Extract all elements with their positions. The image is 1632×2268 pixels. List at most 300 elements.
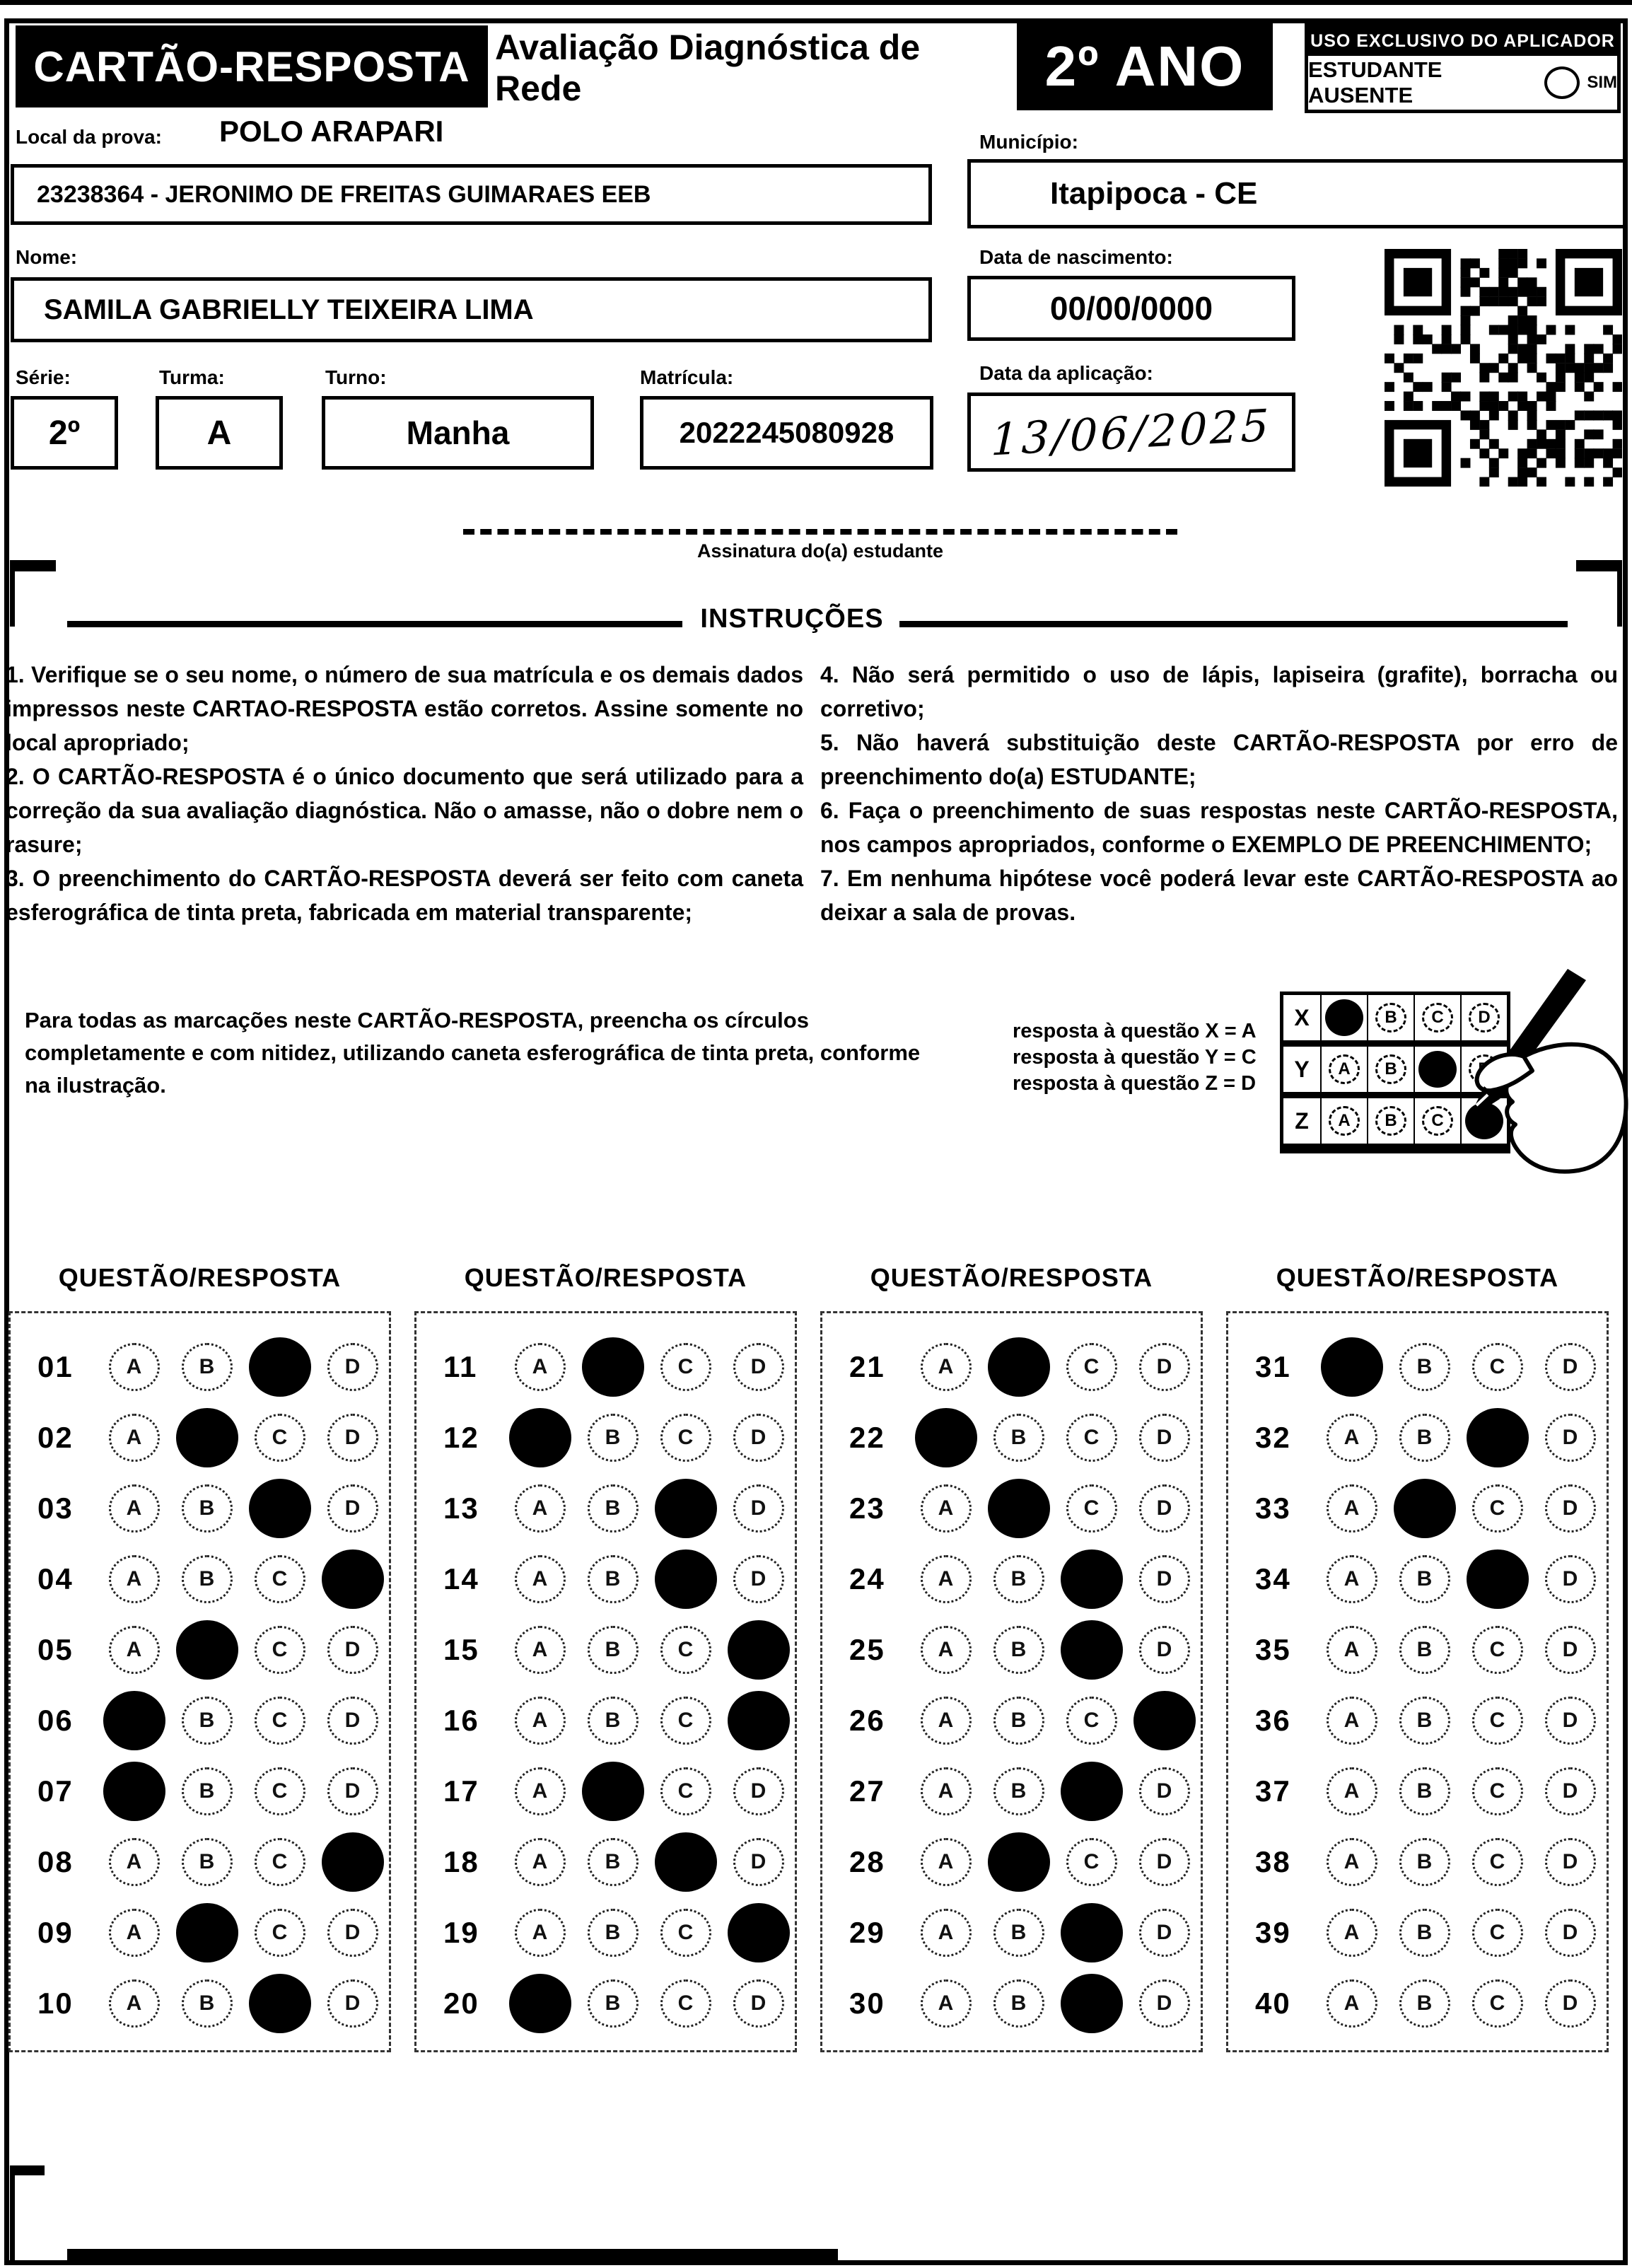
answer-bubble-16-d[interactable] — [728, 1691, 790, 1750]
answer-bubble-20-a[interactable] — [509, 1974, 571, 2033]
answer-row — [416, 1402, 795, 1473]
applicator-box-title: USO EXCLUSIVO DO APLICADOR — [1308, 26, 1617, 56]
answer-bubble-slot — [1055, 1343, 1128, 1391]
answer-bubble-25-c[interactable] — [1061, 1620, 1123, 1680]
answer-bubble-16-c[interactable]: C — [660, 1697, 711, 1745]
answer-bubble-37-c[interactable]: C — [1472, 1767, 1523, 1815]
answer-bubble-17-a[interactable]: A — [515, 1767, 566, 1815]
example-row-label: Y — [1294, 1056, 1310, 1082]
answer-bubble-32-c[interactable] — [1467, 1408, 1529, 1467]
answer-bubble-17-b[interactable] — [582, 1762, 644, 1821]
answer-bubble-slot — [649, 1697, 722, 1745]
answer-bubble-39-b[interactable]: B — [1399, 1909, 1450, 1957]
answer-bubble-slot — [170, 1484, 243, 1533]
answer-bubble-32-b[interactable]: B — [1399, 1414, 1450, 1462]
answer-bubble-slot — [98, 1414, 170, 1462]
answer-bubble-23-d[interactable]: D — [1139, 1484, 1190, 1533]
absent-bubble[interactable] — [1544, 66, 1580, 99]
answer-bubble-04-b[interactable]: B — [182, 1555, 233, 1603]
question-number: 08 — [37, 1845, 74, 1878]
answer-row — [416, 1473, 795, 1544]
answer-bubble-38-c[interactable]: C — [1472, 1838, 1523, 1886]
answer-bubble-11-c[interactable]: C — [660, 1343, 711, 1391]
answer-bubble-01-b[interactable]: B — [182, 1343, 233, 1391]
answer-bubble-37-b[interactable]: B — [1399, 1767, 1450, 1815]
answer-bubble-slot — [576, 1484, 649, 1533]
answer-bubble-slot — [1388, 1555, 1461, 1603]
turma-field: A — [156, 396, 283, 470]
answer-bubble-28-d[interactable]: D — [1139, 1838, 1190, 1886]
answer-bubble-39-a[interactable]: A — [1327, 1909, 1377, 1957]
answer-bubble-06-b[interactable]: B — [182, 1697, 233, 1745]
answer-bubble-28-a[interactable]: A — [921, 1838, 972, 1886]
answer-row — [822, 1473, 1201, 1544]
answer-bubble-slot — [170, 1838, 243, 1886]
answer-bubble-02-a[interactable]: A — [109, 1414, 160, 1462]
answer-bubble-12-b[interactable]: B — [588, 1414, 639, 1462]
example-bubble-c: C — [1422, 1003, 1453, 1033]
answer-bubble-11-a[interactable]: A — [515, 1343, 566, 1391]
answer-bubble-10-b[interactable]: B — [182, 1979, 233, 2028]
answer-bubble-15-a[interactable]: A — [515, 1626, 566, 1674]
answer-bubble-slot — [649, 1832, 722, 1892]
answer-bubble-05-b[interactable] — [176, 1620, 238, 1680]
answer-bubble-21-b[interactable] — [988, 1337, 1050, 1397]
answer-bubble-07-c[interactable]: C — [255, 1767, 305, 1815]
answer-bubble-02-d[interactable]: D — [327, 1414, 378, 1462]
answer-bubble-slot — [316, 1626, 389, 1674]
answer-bubble-03-c[interactable] — [249, 1479, 311, 1538]
answer-bubble-slot — [170, 1979, 243, 2028]
example-legend-line: resposta à questão X = A — [1013, 1020, 1257, 1042]
school-field: 23238364 - JERONIMO DE FREITAS GUIMARAES EEB — [11, 164, 932, 225]
answer-bubble-15-c[interactable]: C — [660, 1626, 711, 1674]
instructions-column-right — [820, 658, 1618, 929]
answer-bubble-28-c[interactable]: C — [1066, 1838, 1117, 1886]
answer-bubble-10-a[interactable]: A — [109, 1979, 160, 2028]
answer-bubble-12-a[interactable] — [509, 1408, 571, 1467]
answer-bubble-slot — [170, 1555, 243, 1603]
answer-bubble-slot — [722, 1555, 795, 1603]
answer-bubble-17-c[interactable]: C — [660, 1767, 711, 1815]
answer-bubble-26-d[interactable] — [1133, 1691, 1196, 1750]
answer-bubble-29-b[interactable]: B — [993, 1909, 1044, 1957]
answer-bubble-26-a[interactable]: A — [921, 1697, 972, 1745]
answer-bubble-20-d[interactable]: D — [733, 1979, 784, 2028]
answer-bubble-15-d[interactable] — [728, 1620, 790, 1680]
answer-bubble-20-c[interactable]: C — [660, 1979, 711, 2028]
example-bubble-b: B — [1375, 1106, 1406, 1136]
answer-row — [822, 1544, 1201, 1615]
answer-bubble-18-a[interactable]: A — [515, 1838, 566, 1886]
answer-bubble-24-c[interactable] — [1061, 1549, 1123, 1609]
answer-bubble-08-a[interactable]: A — [109, 1838, 160, 1886]
answer-bubble-slot — [982, 1697, 1055, 1745]
question-number: 29 — [849, 1916, 885, 1949]
answer-bubble-slot — [576, 1979, 649, 2028]
answer-bubble-35-a[interactable]: A — [1327, 1626, 1377, 1674]
answer-row — [416, 1615, 795, 1685]
answer-bubble-slot — [1461, 1909, 1534, 1957]
answer-bubble-36-d[interactable]: D — [1545, 1697, 1596, 1745]
answer-bubble-31-b[interactable]: B — [1399, 1343, 1450, 1391]
answer-bubble-29-c[interactable] — [1061, 1903, 1123, 1962]
answer-bubble-20-b[interactable]: B — [588, 1979, 639, 2028]
answer-bubble-slot — [1128, 1343, 1201, 1391]
answer-bubble-30-a[interactable]: A — [921, 1979, 972, 2028]
answer-bubble-slot — [243, 1414, 316, 1462]
answer-bubble-13-c[interactable] — [655, 1479, 717, 1538]
answer-row — [822, 1897, 1201, 1968]
answer-bubble-06-a[interactable] — [103, 1691, 165, 1750]
answer-bubble-slot — [1461, 1767, 1534, 1815]
answer-bubble-35-d[interactable]: D — [1545, 1626, 1596, 1674]
answer-bubble-40-c[interactable]: C — [1472, 1979, 1523, 2028]
answer-bubble-slot — [316, 1767, 389, 1815]
answer-bubble-slot — [503, 1909, 576, 1957]
answer-bubble-22-b[interactable]: B — [993, 1414, 1044, 1462]
instruction-item: 6. Faça o preenchimento de suas respostas neste CARTÃO-RESPOSTA, nos campos apropriados, conforme o EXEMPLO DE PREENCHIMENTO; — [820, 798, 1618, 857]
answer-bubble-slot — [1388, 1838, 1461, 1886]
answer-bubble-slot — [1388, 1479, 1461, 1538]
turno-label: Turno: — [325, 366, 387, 388]
answer-bubble-14-d[interactable]: D — [733, 1555, 784, 1603]
answer-bubble-slot — [649, 1414, 722, 1462]
answer-bubble-18-b[interactable]: B — [588, 1838, 639, 1886]
answer-bubble-slot — [1534, 1697, 1607, 1745]
answer-bubble-slot — [1388, 1697, 1461, 1745]
answer-row — [822, 1615, 1201, 1685]
answer-bubble-slot — [649, 1909, 722, 1957]
answer-bubble-35-c[interactable]: C — [1472, 1626, 1523, 1674]
answer-bubble-31-a[interactable] — [1321, 1337, 1383, 1397]
nascimento-field: 00/00/0000 — [967, 276, 1295, 341]
answer-bubble-30-b[interactable]: B — [993, 1979, 1044, 2028]
signature-line[interactable] — [463, 529, 1177, 535]
nome-field: SAMILA GABRIELLY TEIXEIRA LIMA — [11, 277, 932, 342]
answer-bubble-38-a[interactable]: A — [1327, 1838, 1377, 1886]
answer-bubble-03-b[interactable]: B — [182, 1484, 233, 1533]
answer-bubble-09-c[interactable]: C — [255, 1909, 305, 1957]
question-number: 38 — [1255, 1845, 1291, 1878]
answer-bubble-40-d[interactable]: D — [1545, 1979, 1596, 2028]
answer-bubble-slot — [909, 1979, 982, 2028]
answer-row — [416, 1685, 795, 1756]
answer-bubble-34-d[interactable]: D — [1545, 1555, 1596, 1603]
answer-bubble-slot — [1315, 1697, 1388, 1745]
answer-bubble-33-c[interactable]: C — [1472, 1484, 1523, 1533]
answer-bubble-40-b[interactable]: B — [1399, 1979, 1450, 2028]
absent-label: ESTUDANTE AUSENTE — [1308, 57, 1442, 107]
question-number: 34 — [1255, 1562, 1291, 1595]
answer-bubble-slot — [1534, 1767, 1607, 1815]
answer-bubble-slot — [1315, 1909, 1388, 1957]
answer-bubble-12-d[interactable]: D — [733, 1414, 784, 1462]
answer-bubble-08-b[interactable]: B — [182, 1838, 233, 1886]
answer-bubble-19-b[interactable]: B — [588, 1909, 639, 1957]
answer-bubble-slot — [1461, 1408, 1534, 1467]
answer-bubble-slot — [98, 1343, 170, 1391]
example-bubble-a — [1325, 999, 1363, 1036]
answer-bubble-27-d[interactable]: D — [1139, 1767, 1190, 1815]
answer-bubble-slot — [316, 1909, 389, 1957]
answer-bubble-38-d[interactable]: D — [1545, 1838, 1596, 1886]
answer-bubble-23-a[interactable]: A — [921, 1484, 972, 1533]
answer-bubble-06-d[interactable]: D — [327, 1697, 378, 1745]
answer-bubble-31-c[interactable]: C — [1472, 1343, 1523, 1391]
answer-row — [11, 1402, 389, 1473]
answer-bubble-12-c[interactable]: C — [660, 1414, 711, 1462]
answer-bubble-slot — [1534, 1414, 1607, 1462]
applicator-box — [1305, 23, 1621, 113]
answer-bubble-19-a[interactable]: A — [515, 1909, 566, 1957]
answer-bubble-33-b[interactable] — [1394, 1479, 1456, 1538]
answer-bubble-slot — [1128, 1484, 1201, 1533]
answer-bubble-18-c[interactable] — [655, 1832, 717, 1892]
answer-bubble-11-b[interactable] — [582, 1337, 644, 1397]
answer-bubble-slot — [1388, 1414, 1461, 1462]
example-bubble-cell — [1320, 995, 1367, 1040]
answer-bubble-05-c[interactable]: C — [255, 1626, 305, 1674]
answer-bubble-03-d[interactable]: D — [327, 1484, 378, 1533]
answer-column — [1226, 1263, 1609, 2052]
answer-bubble-08-d[interactable] — [322, 1832, 384, 1892]
answer-bubble-27-c[interactable] — [1061, 1762, 1123, 1821]
question-number: 30 — [849, 1987, 885, 2020]
answer-bubble-03-a[interactable]: A — [109, 1484, 160, 1533]
question-number: 37 — [1255, 1774, 1291, 1808]
answer-bubble-slot — [170, 1343, 243, 1391]
answer-bubble-slot — [503, 1697, 576, 1745]
answer-bubble-slot — [98, 1762, 170, 1821]
question-number: 32 — [1255, 1421, 1291, 1454]
answer-bubble-10-c[interactable] — [249, 1974, 311, 2033]
answer-bubble-29-a[interactable]: A — [921, 1909, 972, 1957]
fill-instructions-paragraph: Para todas as marcações neste CARTÃO-RESPOSTA, preencha os círculos completamente e com nitidez, utilizando caneta esferográfica de tinta preta, conforme na ilustração. — [25, 1008, 921, 1098]
answer-bubble-21-a[interactable]: A — [921, 1343, 972, 1391]
question-number: 01 — [37, 1350, 74, 1383]
answer-bubble-slot — [503, 1484, 576, 1533]
answer-bubble-16-a[interactable]: A — [515, 1697, 566, 1745]
answer-bubble-15-b[interactable]: B — [588, 1626, 639, 1674]
answer-bubble-31-d[interactable]: D — [1545, 1343, 1596, 1391]
answer-bubble-slot — [909, 1909, 982, 1957]
question-number: 24 — [849, 1562, 885, 1595]
answer-bubble-02-b[interactable] — [176, 1408, 238, 1467]
answer-bubble-slot — [1055, 1903, 1128, 1962]
example-bubble-cell — [1320, 1047, 1367, 1092]
answer-row — [1228, 1968, 1607, 2039]
answer-bubble-28-b[interactable] — [988, 1832, 1050, 1892]
bottom-registration-bar — [67, 2249, 838, 2263]
question-number: 13 — [443, 1491, 479, 1525]
answer-bubble-07-a[interactable] — [103, 1762, 165, 1821]
registration-mark-right — [1576, 560, 1622, 627]
answer-bubble-slot — [982, 1979, 1055, 2028]
answer-bubble-slot — [243, 1974, 316, 2033]
answer-bubble-27-b[interactable]: B — [993, 1767, 1044, 1815]
answer-bubble-18-d[interactable]: D — [733, 1838, 784, 1886]
answer-bubble-06-c[interactable]: C — [255, 1697, 305, 1745]
instruction-item: 7. Em nenhuma hipótese você poderá levar este CARTÃO-RESPOSTA ao deixar a sala de provas. — [820, 866, 1618, 925]
answer-column — [8, 1263, 391, 2052]
example-bubble-a: A — [1329, 1106, 1360, 1136]
question-number: 18 — [443, 1845, 479, 1878]
answer-row — [1228, 1897, 1607, 1968]
answer-bubble-35-b[interactable]: B — [1399, 1626, 1450, 1674]
answer-bubble-slot — [982, 1479, 1055, 1538]
question-number: 36 — [1255, 1704, 1291, 1737]
answer-bubble-04-d[interactable] — [322, 1549, 384, 1609]
answer-bubble-30-c[interactable] — [1061, 1974, 1123, 2033]
answer-bubble-13-d[interactable]: D — [733, 1484, 784, 1533]
serie-label: Série: — [16, 366, 71, 388]
answer-bubble-39-c[interactable]: C — [1472, 1909, 1523, 1957]
answer-bubble-19-c[interactable]: C — [660, 1909, 711, 1957]
answer-bubble-05-a[interactable]: A — [109, 1626, 160, 1674]
absent-option-label: SIM — [1587, 73, 1617, 92]
example-bubble-cell — [1320, 1098, 1367, 1144]
answer-bubble-24-d[interactable]: D — [1139, 1555, 1190, 1603]
answer-bubble-36-c[interactable]: C — [1472, 1697, 1523, 1745]
answer-bubble-22-d[interactable]: D — [1139, 1414, 1190, 1462]
answer-bubble-25-d[interactable]: D — [1139, 1626, 1190, 1674]
answer-bubble-26-b[interactable]: B — [993, 1697, 1044, 1745]
answer-bubble-01-c[interactable] — [249, 1337, 311, 1397]
answer-bubble-slot — [576, 1555, 649, 1603]
answer-bubble-slot — [243, 1337, 316, 1397]
answer-bubble-slot — [1128, 1555, 1201, 1603]
answer-bubble-slot — [503, 1767, 576, 1815]
question-number: 19 — [443, 1916, 479, 1949]
answer-row — [416, 1968, 795, 2039]
answer-bubble-08-c[interactable]: C — [255, 1838, 305, 1886]
answer-bubble-25-a[interactable]: A — [921, 1626, 972, 1674]
question-number: 25 — [849, 1633, 885, 1666]
answer-bubble-09-b[interactable] — [176, 1903, 238, 1962]
answer-bubble-slot — [316, 1979, 389, 2028]
answer-bubble-23-b[interactable] — [988, 1479, 1050, 1538]
answer-row — [822, 1402, 1201, 1473]
answer-bubble-slot — [982, 1909, 1055, 1957]
local-label: Local da prova: — [16, 126, 162, 148]
answer-bubble-34-a[interactable]: A — [1327, 1555, 1377, 1603]
answer-bubble-slot — [649, 1479, 722, 1538]
answer-bubble-32-a[interactable]: A — [1327, 1414, 1377, 1462]
answer-bubble-34-b[interactable]: B — [1399, 1555, 1450, 1603]
answer-bubble-23-c[interactable]: C — [1066, 1484, 1117, 1533]
answer-bubble-slot — [1461, 1626, 1534, 1674]
answer-bubble-14-c[interactable] — [655, 1549, 717, 1609]
answer-bubble-slot — [722, 1838, 795, 1886]
answer-bubble-24-a[interactable]: A — [921, 1555, 972, 1603]
answer-bubble-17-d[interactable]: D — [733, 1767, 784, 1815]
instructions-title: INSTRUÇÕES — [700, 604, 884, 634]
answer-bubble-02-c[interactable]: C — [255, 1414, 305, 1462]
question-number: 05 — [37, 1633, 74, 1666]
answer-bubble-04-a[interactable]: A — [109, 1555, 160, 1603]
answer-bubble-slot — [722, 1691, 795, 1750]
answer-bubble-04-c[interactable]: C — [255, 1555, 305, 1603]
turno-field: Manha — [322, 396, 594, 470]
answer-row — [416, 1332, 795, 1402]
answer-bubble-01-a[interactable]: A — [109, 1343, 160, 1391]
question-number: 09 — [37, 1916, 74, 1949]
answer-bubble-09-d[interactable]: D — [327, 1909, 378, 1957]
answer-row — [11, 1968, 389, 2039]
answer-bubble-slot — [649, 1767, 722, 1815]
grade-badge: 2º ANO — [1017, 23, 1273, 110]
answer-row — [11, 1685, 389, 1756]
answer-row — [416, 1756, 795, 1827]
answer-bubble-slot — [316, 1832, 389, 1892]
answer-bubble-30-d[interactable]: D — [1139, 1979, 1190, 2028]
answer-bubble-36-a[interactable]: A — [1327, 1697, 1377, 1745]
answer-bubble-22-c[interactable]: C — [1066, 1414, 1117, 1462]
answer-bubble-slot — [1461, 1343, 1534, 1391]
answer-bubble-slot — [1055, 1414, 1128, 1462]
answer-bubble-29-d[interactable]: D — [1139, 1909, 1190, 1957]
question-number: 06 — [37, 1704, 74, 1737]
answer-row — [416, 1897, 795, 1968]
answer-bubble-13-b[interactable]: B — [588, 1484, 639, 1533]
answer-bubble-19-d[interactable] — [728, 1903, 790, 1962]
answer-bubble-05-d[interactable]: D — [327, 1626, 378, 1674]
answer-bubble-32-d[interactable]: D — [1545, 1414, 1596, 1462]
answer-bubble-21-d[interactable]: D — [1139, 1343, 1190, 1391]
answer-bubble-26-c[interactable]: C — [1066, 1697, 1117, 1745]
answer-bubble-33-a[interactable]: A — [1327, 1484, 1377, 1533]
answer-bubble-37-d[interactable]: D — [1545, 1767, 1596, 1815]
answer-bubble-slot — [1388, 1626, 1461, 1674]
question-number: 16 — [443, 1704, 479, 1737]
answer-bubble-27-a[interactable]: A — [921, 1767, 972, 1815]
answer-bubble-37-a[interactable]: A — [1327, 1767, 1377, 1815]
answer-bubble-14-b[interactable]: B — [588, 1555, 639, 1603]
exam-title: Avaliação Diagnóstica de Rede — [495, 28, 921, 108]
answer-bubble-22-a[interactable] — [915, 1408, 977, 1467]
answer-bubble-34-c[interactable] — [1467, 1549, 1529, 1609]
answer-bubble-07-d[interactable]: D — [327, 1767, 378, 1815]
answer-row — [416, 1827, 795, 1897]
instructions-columns — [6, 658, 1626, 929]
answer-bubble-14-a[interactable]: A — [515, 1555, 566, 1603]
answer-bubble-38-b[interactable]: B — [1399, 1838, 1450, 1886]
answer-bubble-slot — [722, 1484, 795, 1533]
answer-bubble-11-d[interactable]: D — [733, 1343, 784, 1391]
answer-bubble-09-a[interactable]: A — [109, 1909, 160, 1957]
answer-bubble-07-b[interactable]: B — [182, 1767, 233, 1815]
answer-bubble-33-d[interactable]: D — [1545, 1484, 1596, 1533]
answer-bubble-13-a[interactable]: A — [515, 1484, 566, 1533]
answer-bubble-slot — [243, 1479, 316, 1538]
answer-bubble-slot — [909, 1343, 982, 1391]
aplicacao-field[interactable] — [967, 392, 1295, 472]
answer-bubble-40-a[interactable]: A — [1327, 1979, 1377, 2028]
answer-bubble-39-d[interactable]: D — [1545, 1909, 1596, 1957]
answer-bubble-01-d[interactable]: D — [327, 1343, 378, 1391]
answer-bubble-21-c[interactable]: C — [1066, 1343, 1117, 1391]
answer-bubble-36-b[interactable]: B — [1399, 1697, 1450, 1745]
instruction-item: 3. O preenchimento do CARTÃO-RESPOSTA deverá ser feito com caneta esferográfica de tinta preta, fabricada em material transparente; — [6, 866, 803, 925]
answer-bubble-slot — [98, 1626, 170, 1674]
question-number: 04 — [37, 1562, 74, 1595]
answer-bubble-24-b[interactable]: B — [993, 1555, 1044, 1603]
answer-bubble-slot — [1534, 1555, 1607, 1603]
answer-bubble-25-b[interactable]: B — [993, 1626, 1044, 1674]
answer-bubble-16-b[interactable]: B — [588, 1697, 639, 1745]
answer-bubble-10-d[interactable]: D — [327, 1979, 378, 2028]
